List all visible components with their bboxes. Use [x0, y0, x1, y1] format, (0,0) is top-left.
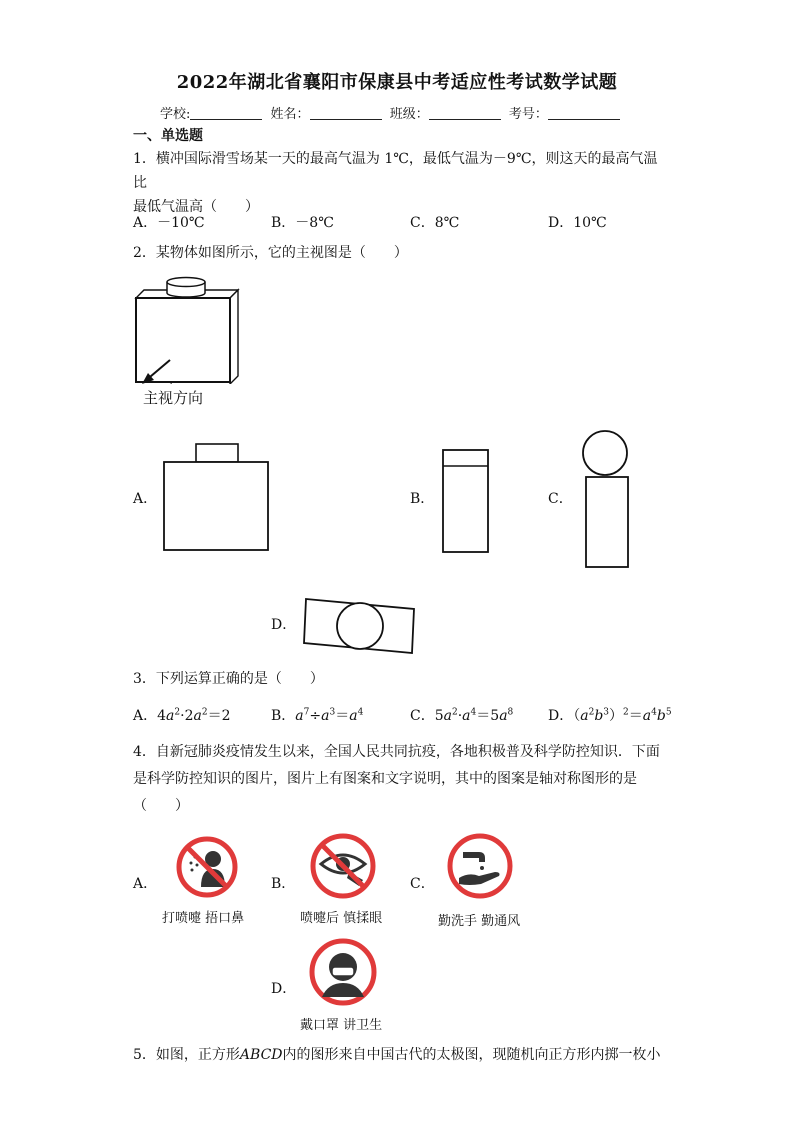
name-label: 姓名： — [270, 107, 310, 122]
q3-c-var2: a — [462, 708, 471, 724]
q3-a-var1: a — [166, 708, 175, 724]
mask-wearing-icon[interactable] — [308, 937, 378, 1007]
q3-d-close: ） — [609, 708, 624, 724]
q3-b-op: ÷ — [309, 708, 322, 724]
q4-option-b[interactable]: B． — [271, 876, 296, 892]
q3-b-var2: a — [321, 708, 330, 724]
q4-b-caption: 喷嚏后 慎揉眼 — [300, 911, 383, 926]
q3-option-c[interactable] — [410, 705, 513, 725]
view-direction-caption: 主视方向 — [143, 389, 204, 407]
q3-c-eq: ＝5 — [476, 708, 500, 724]
q4-option-d[interactable]: D． — [271, 981, 297, 997]
question-5 — [133, 1043, 663, 1067]
name-blank[interactable] — [310, 107, 382, 120]
q3-d-outer-exp: 2 — [623, 707, 629, 718]
q3-d-exp3: 4 — [651, 707, 657, 718]
square-label: ABCD — [239, 1047, 283, 1063]
q4-option-c[interactable]: C． — [410, 876, 435, 892]
q3-d-var3: a — [642, 708, 652, 724]
q4-c-caption: 勤洗手 勤通风 — [438, 914, 521, 929]
q2-option-a[interactable]: A． — [133, 491, 158, 507]
no-eye-rubbing-icon[interactable] — [309, 832, 377, 900]
q2-option-d[interactable]: D． — [271, 617, 297, 633]
q3-b-var1: a — [295, 708, 304, 724]
q3-option-d[interactable] — [548, 705, 672, 725]
q1-option-a[interactable]: A．－10℃ — [133, 215, 205, 231]
q3-a-var2: a — [193, 708, 202, 724]
q3-c-var1: a — [443, 708, 452, 724]
section-heading: 一、单选题 — [133, 128, 203, 144]
q3-c-exp3: 8 — [507, 707, 514, 718]
q4-a-caption: 打喷嚏 捂口鼻 — [162, 911, 245, 926]
question-1-line2: 最低气温高（ ） — [133, 199, 259, 215]
student-info-line — [160, 103, 624, 122]
question-4-line2: 是科学防控知识的图片，图片上有图案和文字说明，其中的图案是轴对称图形的是 — [133, 771, 637, 787]
q3-d-eq: ＝ — [628, 708, 643, 724]
q3-a-result: ＝2 — [207, 708, 231, 724]
sneeze-cover-icon[interactable] — [175, 835, 239, 899]
q3-d-var1: a — [580, 708, 589, 724]
q3-a-exp2: 2 — [201, 707, 208, 718]
school-blank[interactable] — [190, 107, 262, 120]
question-3: 3．下列运算正确的是（ ） — [133, 671, 324, 687]
number-blank[interactable] — [548, 107, 620, 120]
q3-b-exp1: 7 — [303, 707, 310, 718]
q3-d-var2: b — [594, 708, 604, 724]
q3-c-op: · — [457, 708, 463, 724]
q2-option-c[interactable]: C． — [548, 491, 573, 507]
q3-b-label: B． — [271, 708, 296, 724]
q3-c-exp1: 2 — [451, 707, 458, 718]
q3-d-exp2: 3 — [603, 707, 610, 718]
q2-option-c-figure[interactable] — [582, 425, 632, 570]
q3-d-exp1: 2 — [588, 707, 595, 718]
page-title: 2022年湖北省襄阳市保康县中考适应性考试数学试题 — [176, 72, 618, 93]
q3-b-exp3: 4 — [357, 707, 364, 718]
q3-d-var4: b — [656, 708, 666, 724]
q1-option-b[interactable]: B．－8℃ — [271, 215, 334, 231]
q3-option-a[interactable] — [133, 705, 231, 725]
q4-d-caption: 戴口罩 讲卫生 — [300, 1018, 383, 1033]
number-label: 考号： — [508, 107, 548, 122]
q2-option-b-figure[interactable] — [440, 448, 490, 554]
q3-d-open: D．（ — [548, 708, 581, 724]
q3-d-exp4: 5 — [665, 707, 672, 718]
question-4-line1: 4．自新冠肺炎疫情发生以来，全国人民共同抗疫，各地积极普及科学防控知识．下面 — [133, 744, 660, 760]
question-2: 2．某物体如图所示，它的主视图是（ ） — [133, 245, 408, 261]
q3-c-exp2: 4 — [470, 707, 477, 718]
question-4 — [133, 740, 663, 818]
q3-b-eq: ＝ — [335, 708, 350, 724]
hand-washing-icon[interactable] — [445, 832, 515, 900]
q2-option-b[interactable]: B． — [410, 491, 435, 507]
question-1-line1: 1．横冲国际滑雪场某一天的最高气温为 1℃，最低气温为－9℃，则这天的最高气温比 — [133, 151, 658, 191]
q3-b-exp2: 3 — [329, 707, 336, 718]
question-1 — [133, 147, 663, 219]
q3-c-var3: a — [499, 708, 508, 724]
q1-option-d[interactable]: D．10℃ — [548, 215, 607, 231]
q3-a-exp1: 2 — [174, 707, 181, 718]
q2-option-a-figure[interactable] — [160, 442, 272, 554]
q1-option-c[interactable]: C．8℃ — [410, 215, 460, 231]
q4-option-a[interactable]: A． — [133, 876, 158, 892]
q3-a-op: ·2 — [180, 708, 194, 724]
question-5-text-start: 5．如图，正方形 — [133, 1047, 240, 1063]
q3-a-coef: A．4 — [133, 708, 167, 724]
question-4-line3: （ ） — [133, 798, 189, 814]
school-label: 学校: — [160, 107, 191, 122]
question-5-text-end: 内的图形来自中国古代的太极图，现随机向正方形内掷一枚小 — [282, 1047, 661, 1063]
class-blank[interactable] — [429, 107, 501, 120]
q3-b-var3: a — [349, 708, 358, 724]
q2-option-d-figure[interactable] — [300, 595, 420, 657]
q3-c-coef: C．5 — [410, 708, 444, 724]
class-label: 班级： — [389, 107, 429, 122]
q3-option-b[interactable] — [271, 705, 363, 725]
